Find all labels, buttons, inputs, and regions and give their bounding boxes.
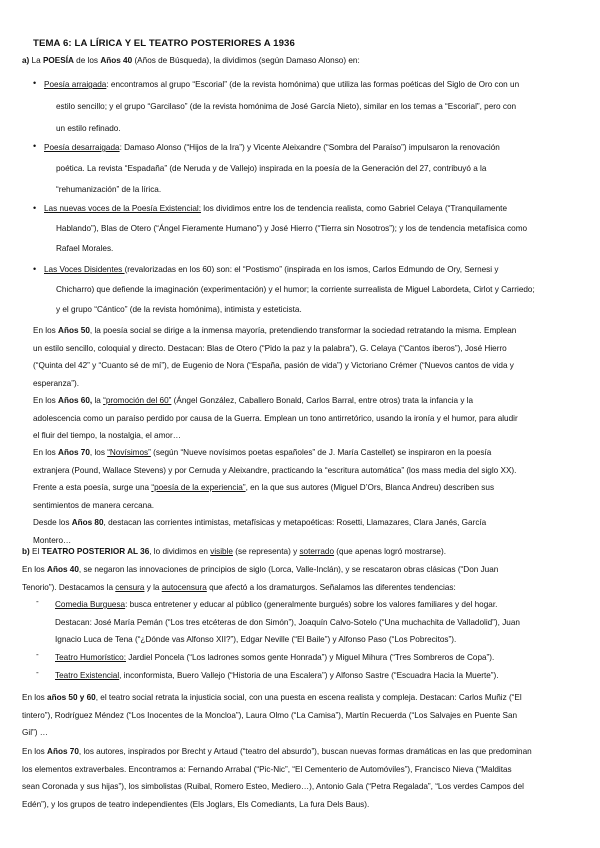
dash-marker: -	[36, 668, 39, 677]
list-item-poesia-desarraigada: Poesía desarraigada: Damaso Alonso (“Hijos de la Ira”) y Vicente Aleixandre (“Sombra del Paraíso”) impulsaron la renovación poética. La revista “Espadaña” (de Neruda y de Vallejo) inspirada en la poesía de la Generación del 27, contribuyó a la “rehumanización” de la lírica.	[44, 143, 500, 194]
paragraph-anos-80: Desde los Años 80, destacan las corrientes intimistas, metafísicas y metapoéticas: Rosetti, Llamazares, Clara Janés, García Montero…	[33, 518, 487, 545]
paragraph-anos-60: En los Años 60, la “promoción del 60” (Ángel González, Caballero Bonald, Carlos Barral, entre otros) trata la infancia y la adolescencia como un paraíso perdido por causa de la Guerra. Emplean un tono antirretórico, usando la ironía y el humor, para aludir el fluir del tiempo, la nostalgia, el amor…	[33, 396, 518, 440]
list-item-teatro-humoristico: Teatro Humorístico: Jardiel Poncela (“Los ladrones somos gente Honrada”) y Miguel Mihura (“Tres Sombreros de Copa”).	[55, 653, 495, 662]
dash-marker: -	[36, 597, 39, 606]
section-a-intro: a) La POESÍA de los Años 40 (Años de Búsqueda), la dividimos (según Damaso Alonso) en:	[22, 56, 360, 65]
dash-marker: -	[36, 650, 39, 659]
paragraph-teatro-anos-40: En los Años 40, se negaron las innovaciones de principios de siglo (Lorca, Valle-Inclán), y se rescataron obras clásicas (“Don Juan Tenorio”). Destacamos la censura y la autocensura que afectó a los dramaturgos. Señalamos las diferentes tendencias:	[22, 565, 499, 592]
document-title: TEMA 6: LA LÍRICA Y EL TEATRO POSTERIORES A 1936	[33, 38, 295, 49]
paragraph-teatro-anos-70: En los Años 70, los autores, inspirados por Brecht y Artaud (“teatro del absurdo”), buscan nuevas formas dramáticas en las que predominan los elementos extraverbales. Encontramos a: Fernando Arrabal (“Pic-Nic”, “El Cementerio de Automóviles”), Francisco Nieva (“Malditas sean Coronada y sus hijas”), los simbolistas (Ruibal, Romero Esteo, Mediero…), Antonio Gala (“Petra Regalada”, “Los verdes Campos del Edén”), y los grupos de teatro independientes (Els Joglars, Els Comediants, La fura Dels Baus).	[22, 747, 532, 809]
paragraph-anos-50: En los Años 50, la poesía social se dirige a la inmensa mayoría, pretendiendo transformar la sociedad retratando la misma. Emplean un estilo sencillo, coloquial y directo. Destacan: Blas de Otero (“Pido la paz y la palabra”), G. Celaya (“Cantos íberos”), José Hierro (“Quinta del 42” y “Cuanto sé de mí”), de Eugenio de Nora (“España, pasión de vida”) y Victoriano Crémer (“Nuevos cantos de vida y esperanza”).	[33, 326, 517, 388]
list-item-poesia-existencial: Las nuevas voces de la Poesía Existencial: los dividimos entre los de tendencia realista, como Gabriel Celaya (“Tranquilamente Hablando”), Blas de Otero (“Ángel Fieramente Humano”) y José Hierro (“Tierra sin Nosotros”); y los de tendencia metafísica como Rafael Morales.	[44, 204, 528, 253]
section-b-intro: b) El TEATRO POSTERIOR AL 36, lo dividimos en visible (se representa) y soterrado (que apenas logró mostrarse).	[22, 547, 446, 556]
bullet-icon: •	[33, 203, 37, 213]
paragraph-anos-70: En los Años 70, los “Novísimos” (según “Nueve novísimos poetas españoles” de J. María Castellet) se inspiraron en la poesía extranjera (Pound, Wallace Stevens) y por Cernuda y Aleixandre, practicando la “escritura automática” (los mass media del siglo XX). Frente a esta poesía, surge una “poesía de la experiencia”, en la que sus autores (Miguel D’Ors, Blanca Andreu) describen sus sentimientos de manera cercana.	[33, 448, 517, 510]
list-item-comedia-burguesa: Comedia Burguesa: busca entretener y educar al público (generalmente burgués) sobre los valores familiares y del hogar. Destacan: José María Pemán (“Los tres etcéteras de don Simón”), Joaquín Calvo-Sotelo (“Una muchachita de Valladolid”), Juan Ignacio Luca de Tena (“¿Dónde vas Alfonso XII?”), Edgar Neville (“El Baile”) y Alfonso Paso (“Los Pobrecitos”).	[55, 600, 520, 644]
list-item-teatro-existencial: Teatro Existencial, inconformista, Buero Vallejo (“Historia de una Escalera”) y Alfonso Sastre (“Escuadra Hacia la Muerte”).	[55, 671, 499, 680]
bullet-icon: •	[33, 141, 37, 151]
bullet-icon: •	[33, 78, 37, 88]
list-item-poesia-arraigada: Poesía arraigada: encontramos al grupo “Escorial” (de la revista homónima) que utiliza las formas poéticas del Siglo de Oro con un estilo sencillo; y el grupo “Garcilaso” (de la revista homónima de José García Nieto), similar en los temas a “Escorial”, pero con un estilo refinado.	[44, 80, 520, 133]
bullet-icon: •	[33, 264, 37, 274]
list-item-voces-disidentes: Las Voces Disidentes (revalorizadas en los 60) son: el “Postismo” (inspirada en los ismos, Carlos Edmundo de Ory, Sernesi y Chicharro) que defiende la imaginación (experimentación) y el humor; la corriente surrealista de Miguel Labordeta, Cirlot y Carriedo; y el grupo “Cántico” (de la revista homónima), intimista y esteticista.	[44, 265, 535, 314]
paragraph-teatro-anos-50-60: En los años 50 y 60, el teatro social retrata la injusticia social, con una puesta en escena realista y compleja. Destacan: Carlos Muñiz (“El tintero”), Rodríguez Méndez (“Los Inocentes de la Moncloa”), Laura Olmo (“La Camisa”), Martín Recuerda (“Los Salvajes en Puente San Gil”) …	[22, 693, 522, 737]
